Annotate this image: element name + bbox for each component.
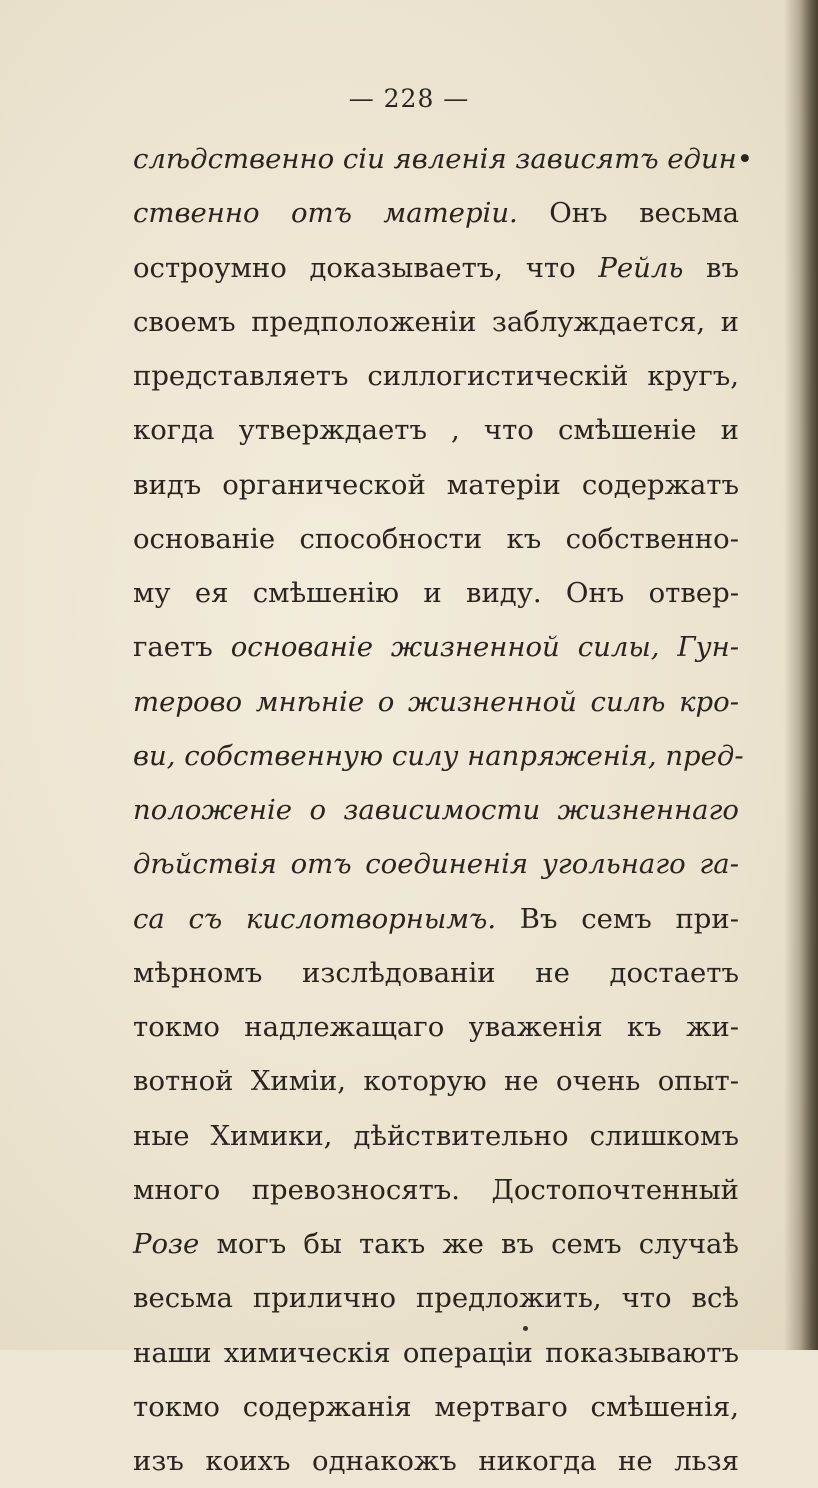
italic-text-segment: Розе — [133, 1228, 200, 1260]
text-line — [133, 132, 754, 186]
text-segment: много превозносятъ. Достопочтенный — [133, 1173, 739, 1206]
italic-text-segment: положеніе о зависимости жизненнаго — [133, 794, 739, 826]
ink-speck — [523, 1326, 528, 1331]
text-line — [133, 1109, 739, 1163]
text-line — [133, 1326, 739, 1380]
text-line — [133, 566, 739, 620]
italic-text-segment: дѣйствія отъ соединенія угольнаго га- — [133, 848, 739, 881]
italic-text-segment: ви, собственную силу напряженія, пред- — [133, 739, 744, 772]
text-line — [133, 349, 739, 403]
text-segment: изъ коихъ однакожъ никогда не льзя — [133, 1445, 739, 1477]
italic-text-segment: терово мнѣніе о жизненной силѣ кро- — [133, 685, 739, 718]
italic-text-segment: основаніе жизненной силы, Гун- — [230, 631, 740, 664]
text-segment: гаетъ — [133, 631, 231, 664]
text-line — [133, 837, 739, 891]
text-line — [133, 458, 739, 512]
italic-text-segment: са съ кислотворнымъ. — [133, 902, 497, 935]
body-text — [133, 132, 754, 1488]
text-segment: въ — [683, 251, 739, 284]
text-segment: • — [736, 143, 754, 175]
text-line — [133, 729, 744, 783]
text-line — [133, 1217, 739, 1271]
text-line — [133, 1434, 739, 1488]
text-line — [133, 1054, 739, 1108]
text-segment: Въ семъ при- — [496, 902, 739, 935]
text-line — [133, 946, 739, 1000]
text-line — [133, 186, 739, 240]
text-line — [133, 1271, 739, 1325]
text-segment: представляетъ силлогистическій кругъ, — [133, 360, 739, 392]
text-segment: наши химическія операціи показываютъ — [133, 1336, 739, 1369]
text-line — [133, 892, 739, 946]
text-segment: основаніе способности къ собственно- — [133, 522, 739, 555]
text-segment: ные Химики, дѣйствительно слишкомъ — [133, 1119, 739, 1152]
text-segment: могъ бы такъ же въ семъ случаѣ — [199, 1228, 739, 1260]
text-line — [133, 295, 739, 349]
text-segment: мѣрномъ изслѣдованіи не достаетъ — [133, 956, 739, 989]
page-gutter-shadow — [784, 0, 818, 1350]
text-segment: вотной Химіи, которую не очень опыт- — [133, 1065, 739, 1098]
text-line — [133, 1163, 739, 1217]
text-segment: токмо надлежащаго уваженія къ жи- — [133, 1011, 739, 1043]
italic-text-segment: Рейль — [598, 251, 684, 284]
text-segment: своемъ предположеніи заблуждается, и — [133, 305, 739, 338]
page-number: — 228 — — [348, 84, 470, 113]
text-line — [133, 1380, 739, 1434]
text-line — [133, 675, 739, 729]
text-line — [133, 783, 739, 837]
italic-text-segment: слѣдственно сіи явленія зависятъ един — [133, 143, 737, 175]
text-segment: весьма прилично предложить, что всѣ — [133, 1282, 739, 1315]
text-segment: когда утверждаетъ , что смѣшеніе и — [133, 414, 739, 447]
text-line — [133, 241, 739, 295]
text-segment: токмо содержанія мертваго смѣшенія, — [133, 1390, 739, 1423]
text-segment: Онъ весьма — [517, 197, 739, 230]
text-line — [133, 620, 739, 674]
text-segment: остроумно доказываетъ, что — [133, 251, 599, 284]
text-segment: му ея смѣшенію и виду. Онъ отвер- — [133, 577, 739, 609]
text-line — [133, 512, 739, 566]
text-line — [133, 1000, 739, 1054]
text-line — [133, 403, 739, 457]
text-segment: видъ органической матеріи содержатъ — [133, 468, 739, 501]
italic-text-segment: ственно отъ матеріи. — [133, 197, 518, 230]
